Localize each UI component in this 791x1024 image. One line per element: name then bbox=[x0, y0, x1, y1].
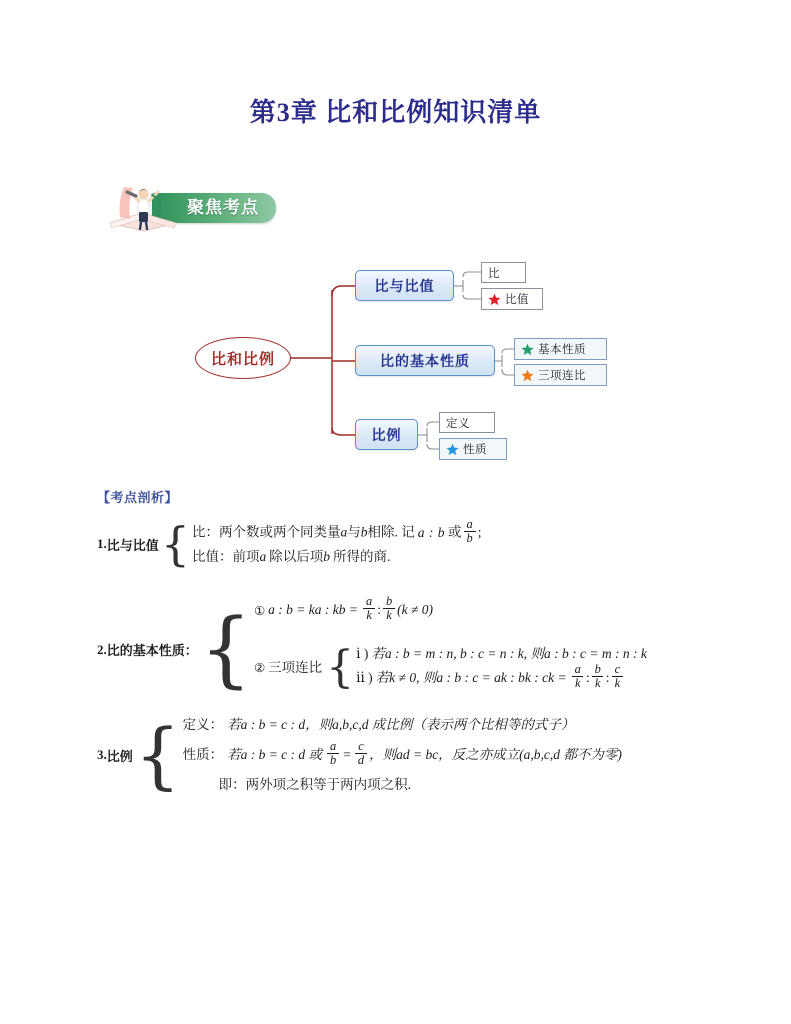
leaf-label: 基本性质 bbox=[538, 344, 586, 356]
brace-item-2-sub2: { bbox=[326, 642, 355, 694]
item-1-line-2: 比值：前项a 除以后项b 所得的商. bbox=[192, 549, 391, 565]
item-1-lines bbox=[192, 517, 482, 568]
item-2-sub2-line-ii: ⅱ ) 若k ≠ 0, 则a : b : c = ak : bk : ck = $\frac{a}{k}$ : $\frac{b}{k}$ : $\frac{c}{k}$ bbox=[356, 665, 647, 692]
page-title: 第3章 比和比例知识清单 bbox=[249, 98, 542, 127]
star-icon-orange bbox=[521, 369, 534, 382]
leaf-label: 比值 bbox=[505, 294, 529, 306]
item-3-index: 3. bbox=[97, 747, 107, 762]
item-2-sub-2: ② 三项连比 { ⅰ ) 若a : b = m : n, b : c = n : k, 则a : b : c = m : n : k ⅱ ) 若k ≠ 0, 则a : b : c = ak : bk : ck = $\frac{a}{k}$ : $\frac{b}{k}$ : $\frac{c}{k}$ bbox=[254, 634, 647, 702]
item-2-lines bbox=[253, 594, 647, 702]
star-icon-red bbox=[488, 293, 501, 306]
badge-label: 聚焦考点 bbox=[187, 198, 259, 217]
item-1-index: 1. bbox=[97, 536, 107, 551]
leaf-label: 定义 bbox=[446, 417, 470, 430]
item-3-lines bbox=[183, 715, 622, 796]
mindmap-branch-basic-property[interactable]: 比的基本性质 bbox=[355, 345, 495, 376]
mindmap-leaf-property[interactable] bbox=[439, 438, 507, 460]
star-icon-green bbox=[521, 343, 534, 356]
fraction-c-over-d: $\frac{c}{d}$ bbox=[355, 740, 367, 767]
fraction-a-over-b: $\frac{a}{b}$ bbox=[464, 518, 476, 545]
leaf-label: 三项连比 bbox=[538, 370, 586, 382]
item-3-line-conclusion: 即：两外项之积等于两内项之积. bbox=[218, 776, 411, 792]
item-2-sub2-lines bbox=[356, 644, 647, 692]
leaf-label: 性质 bbox=[463, 444, 487, 456]
star-icon-blue bbox=[446, 443, 459, 456]
item-2-index: 2. bbox=[97, 641, 107, 657]
leaf-label: 比 bbox=[488, 267, 500, 280]
item-3-line-property: 性质： 若a : b = c : d 或 $\frac{a}{b}$ = $\frac{c}{d}$ ，则ad = bc，反之亦成立(a,b,c,d 都不为零) bbox=[182, 738, 622, 767]
item-1-line-1: 比：两个数或两个同类量a与b相除. 记 a : b 或 $\frac{a}{b}$ ; bbox=[192, 517, 482, 546]
mindmap-branch-proportion[interactable]: 比例 bbox=[355, 419, 418, 450]
item-2-sub-1: ① a : b = ka : kb = $\frac{a}{k}$ : $\frac{b}{k}$ (k ≠ 0) bbox=[253, 594, 434, 623]
fraction-a-over-b-2: $\frac{a}{b}$ bbox=[327, 740, 339, 767]
item-2-label: 比的基本性质： bbox=[106, 643, 198, 659]
fraction-b-over-k-2: $\frac{b}{k}$ bbox=[592, 663, 604, 690]
fraction-b-over-k-1: $\frac{b}{k}$ bbox=[383, 595, 395, 622]
item-1-label: 比与比值 bbox=[106, 537, 159, 553]
fraction-a-over-k-1: $\frac{a}{k}$ bbox=[363, 595, 375, 622]
analysis-item-1 bbox=[97, 517, 717, 571]
mindmap-leaf-definition[interactable] bbox=[439, 412, 495, 433]
fraction-c-over-k: $\frac{c}{k}$ bbox=[612, 663, 624, 690]
mindmap-leaf-three-term-ratio[interactable] bbox=[514, 364, 607, 386]
fraction-a-over-k-2: $\frac{a}{k}$ bbox=[572, 663, 584, 690]
mindmap-leaf-ratio-value[interactable] bbox=[481, 288, 543, 310]
mindmap-leaf-ratio[interactable] bbox=[481, 262, 526, 283]
analysis-item-2 bbox=[97, 594, 717, 702]
analysis-item-3 bbox=[97, 713, 717, 797]
mindmap-leaf-basic-property[interactable] bbox=[514, 338, 607, 360]
brace-item-2: { bbox=[199, 602, 252, 698]
item-2-sub2-line-i: ⅰ ) 若a : b = m : n, b : c = n : k, 则a : b : c = m : n : k bbox=[356, 646, 647, 662]
mindmap-root-node[interactable]: 比和比例 bbox=[195, 337, 291, 379]
brace-item-1: { bbox=[160, 517, 191, 571]
item-3-label: 比例 bbox=[106, 748, 133, 764]
item-3-line-definition: 定义： 若a : b = c : d，则a,b,c,d 成比例（表示两个比相等的式子） bbox=[182, 716, 575, 732]
analysis-heading: 【考点剖析】 bbox=[97, 490, 179, 505]
mindmap-branch-ratio-and-value[interactable]: 比与比值 bbox=[355, 270, 454, 301]
brace-item-3: { bbox=[134, 713, 181, 797]
